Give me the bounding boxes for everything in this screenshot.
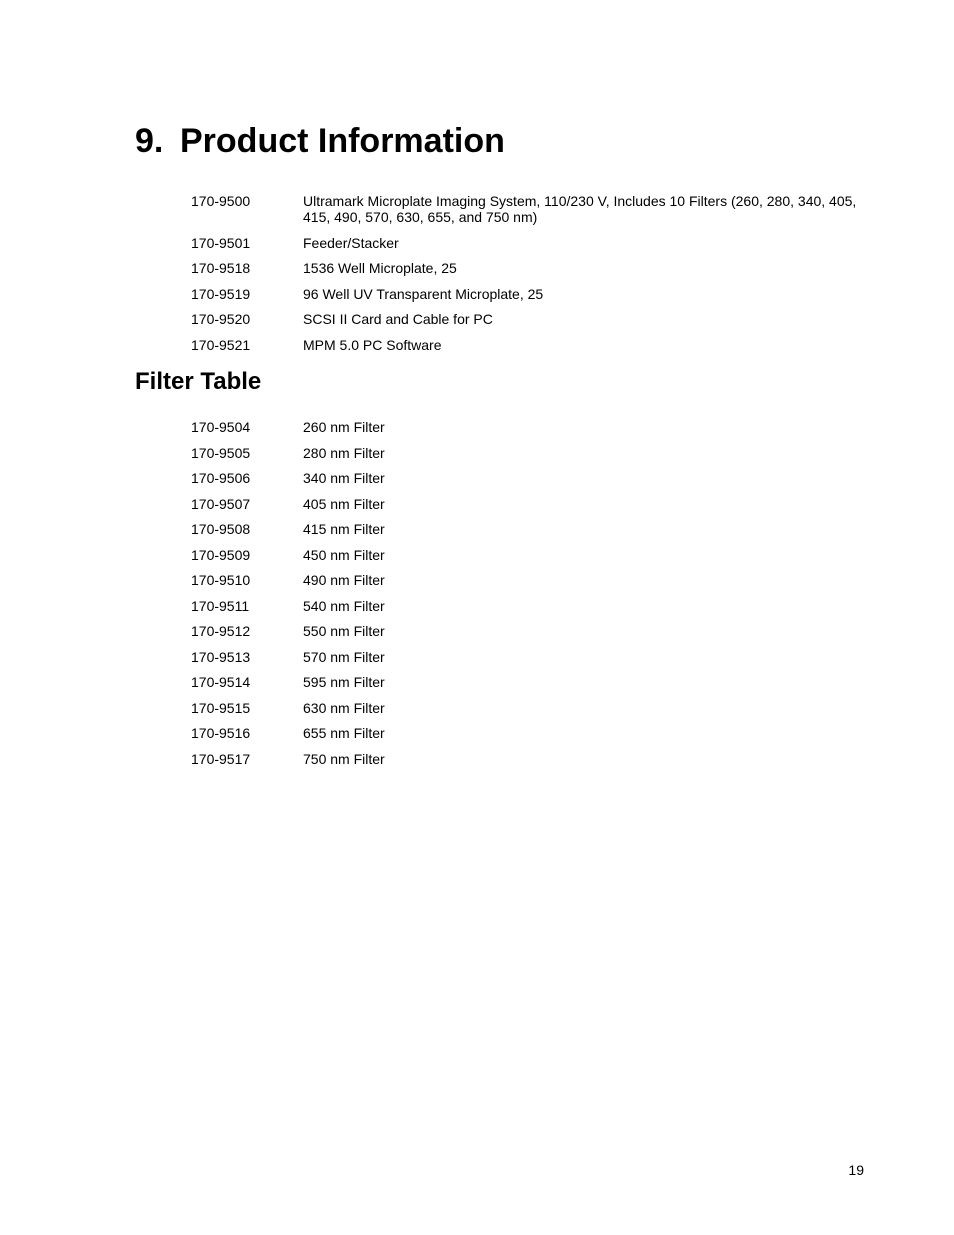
part-description: Feeder/Stacker [303, 234, 399, 251]
part-description: 490 nm Filter [303, 572, 385, 588]
list-item [191, 496, 871, 512]
list-item [191, 725, 871, 741]
part-number: 170-9520 [191, 311, 251, 327]
part-description: 340 nm Filter [303, 470, 385, 486]
page-title [135, 118, 505, 164]
list-item [191, 286, 871, 302]
part-number: 170-9510 [191, 572, 251, 588]
list-item [191, 521, 871, 537]
part-number: 170-9511 [191, 597, 250, 614]
list-item [191, 445, 871, 461]
list-item [191, 572, 871, 588]
part-number: 170-9515 [191, 699, 251, 716]
list-item [191, 260, 871, 276]
part-description: 540 nm Filter [303, 597, 385, 614]
list-item [191, 419, 871, 435]
part-description: Ultramark Microplate Imaging System, 110/230 V, Includes 10 Filters (260, 280, 340, 405, 415, 490, 570, 630, 655, and 750 nm) [303, 193, 857, 225]
part-description: 595 nm Filter [303, 674, 385, 690]
part-description: 570 nm Filter [303, 648, 385, 665]
list-item [191, 311, 871, 327]
part-number: 170-9505 [191, 444, 251, 461]
section-number: 9. [135, 122, 164, 160]
part-number: 170-9509 [191, 546, 251, 563]
part-description: 96 Well UV Transparent Microplate, 25 [303, 285, 544, 302]
list-item [191, 674, 871, 690]
part-number: 170-9518 [191, 260, 251, 276]
part-number: 170-9521 [191, 336, 251, 353]
list-item [191, 547, 871, 563]
list-item [191, 193, 871, 225]
list-item [191, 337, 871, 353]
part-description: SCSI II Card and Cable for PC [303, 311, 493, 327]
part-number: 170-9516 [191, 725, 251, 741]
part-number: 170-9512 [191, 623, 251, 639]
filter-list [191, 419, 871, 776]
part-number: 170-9513 [191, 648, 251, 665]
part-description: 1536 Well Microplate, 25 [303, 260, 457, 276]
part-number: 170-9507 [191, 495, 251, 512]
part-number: 170-9500 [191, 193, 251, 209]
part-description: 415 nm Filter [303, 521, 385, 537]
list-item [191, 623, 871, 639]
part-number: 170-9504 [191, 419, 251, 435]
part-description: 280 nm Filter [303, 444, 385, 461]
list-item [191, 751, 871, 767]
part-description: 450 nm Filter [303, 546, 385, 563]
list-item [191, 700, 871, 716]
part-description: 550 nm Filter [303, 623, 385, 639]
list-item [191, 235, 871, 251]
part-description: 405 nm Filter [303, 495, 385, 512]
section-title-text: Product Information [180, 122, 505, 160]
part-number: 170-9519 [191, 285, 251, 302]
part-description: 750 nm Filter [303, 750, 385, 767]
list-item [191, 470, 871, 486]
product-list [191, 193, 871, 362]
part-number: 170-9508 [191, 521, 251, 537]
list-item [191, 598, 871, 614]
filter-table-heading: Filter Table [135, 368, 262, 395]
part-number: 170-9501 [191, 234, 251, 251]
list-item [191, 649, 871, 665]
part-number: 170-9506 [191, 470, 251, 486]
part-description: 260 nm Filter [303, 419, 385, 435]
part-description: 630 nm Filter [303, 699, 385, 716]
page-number: 19 [848, 1162, 864, 1178]
part-number: 170-9517 [191, 750, 251, 767]
part-number: 170-9514 [191, 674, 251, 690]
part-description: 655 nm Filter [303, 725, 385, 741]
part-description: MPM 5.0 PC Software [303, 336, 442, 353]
